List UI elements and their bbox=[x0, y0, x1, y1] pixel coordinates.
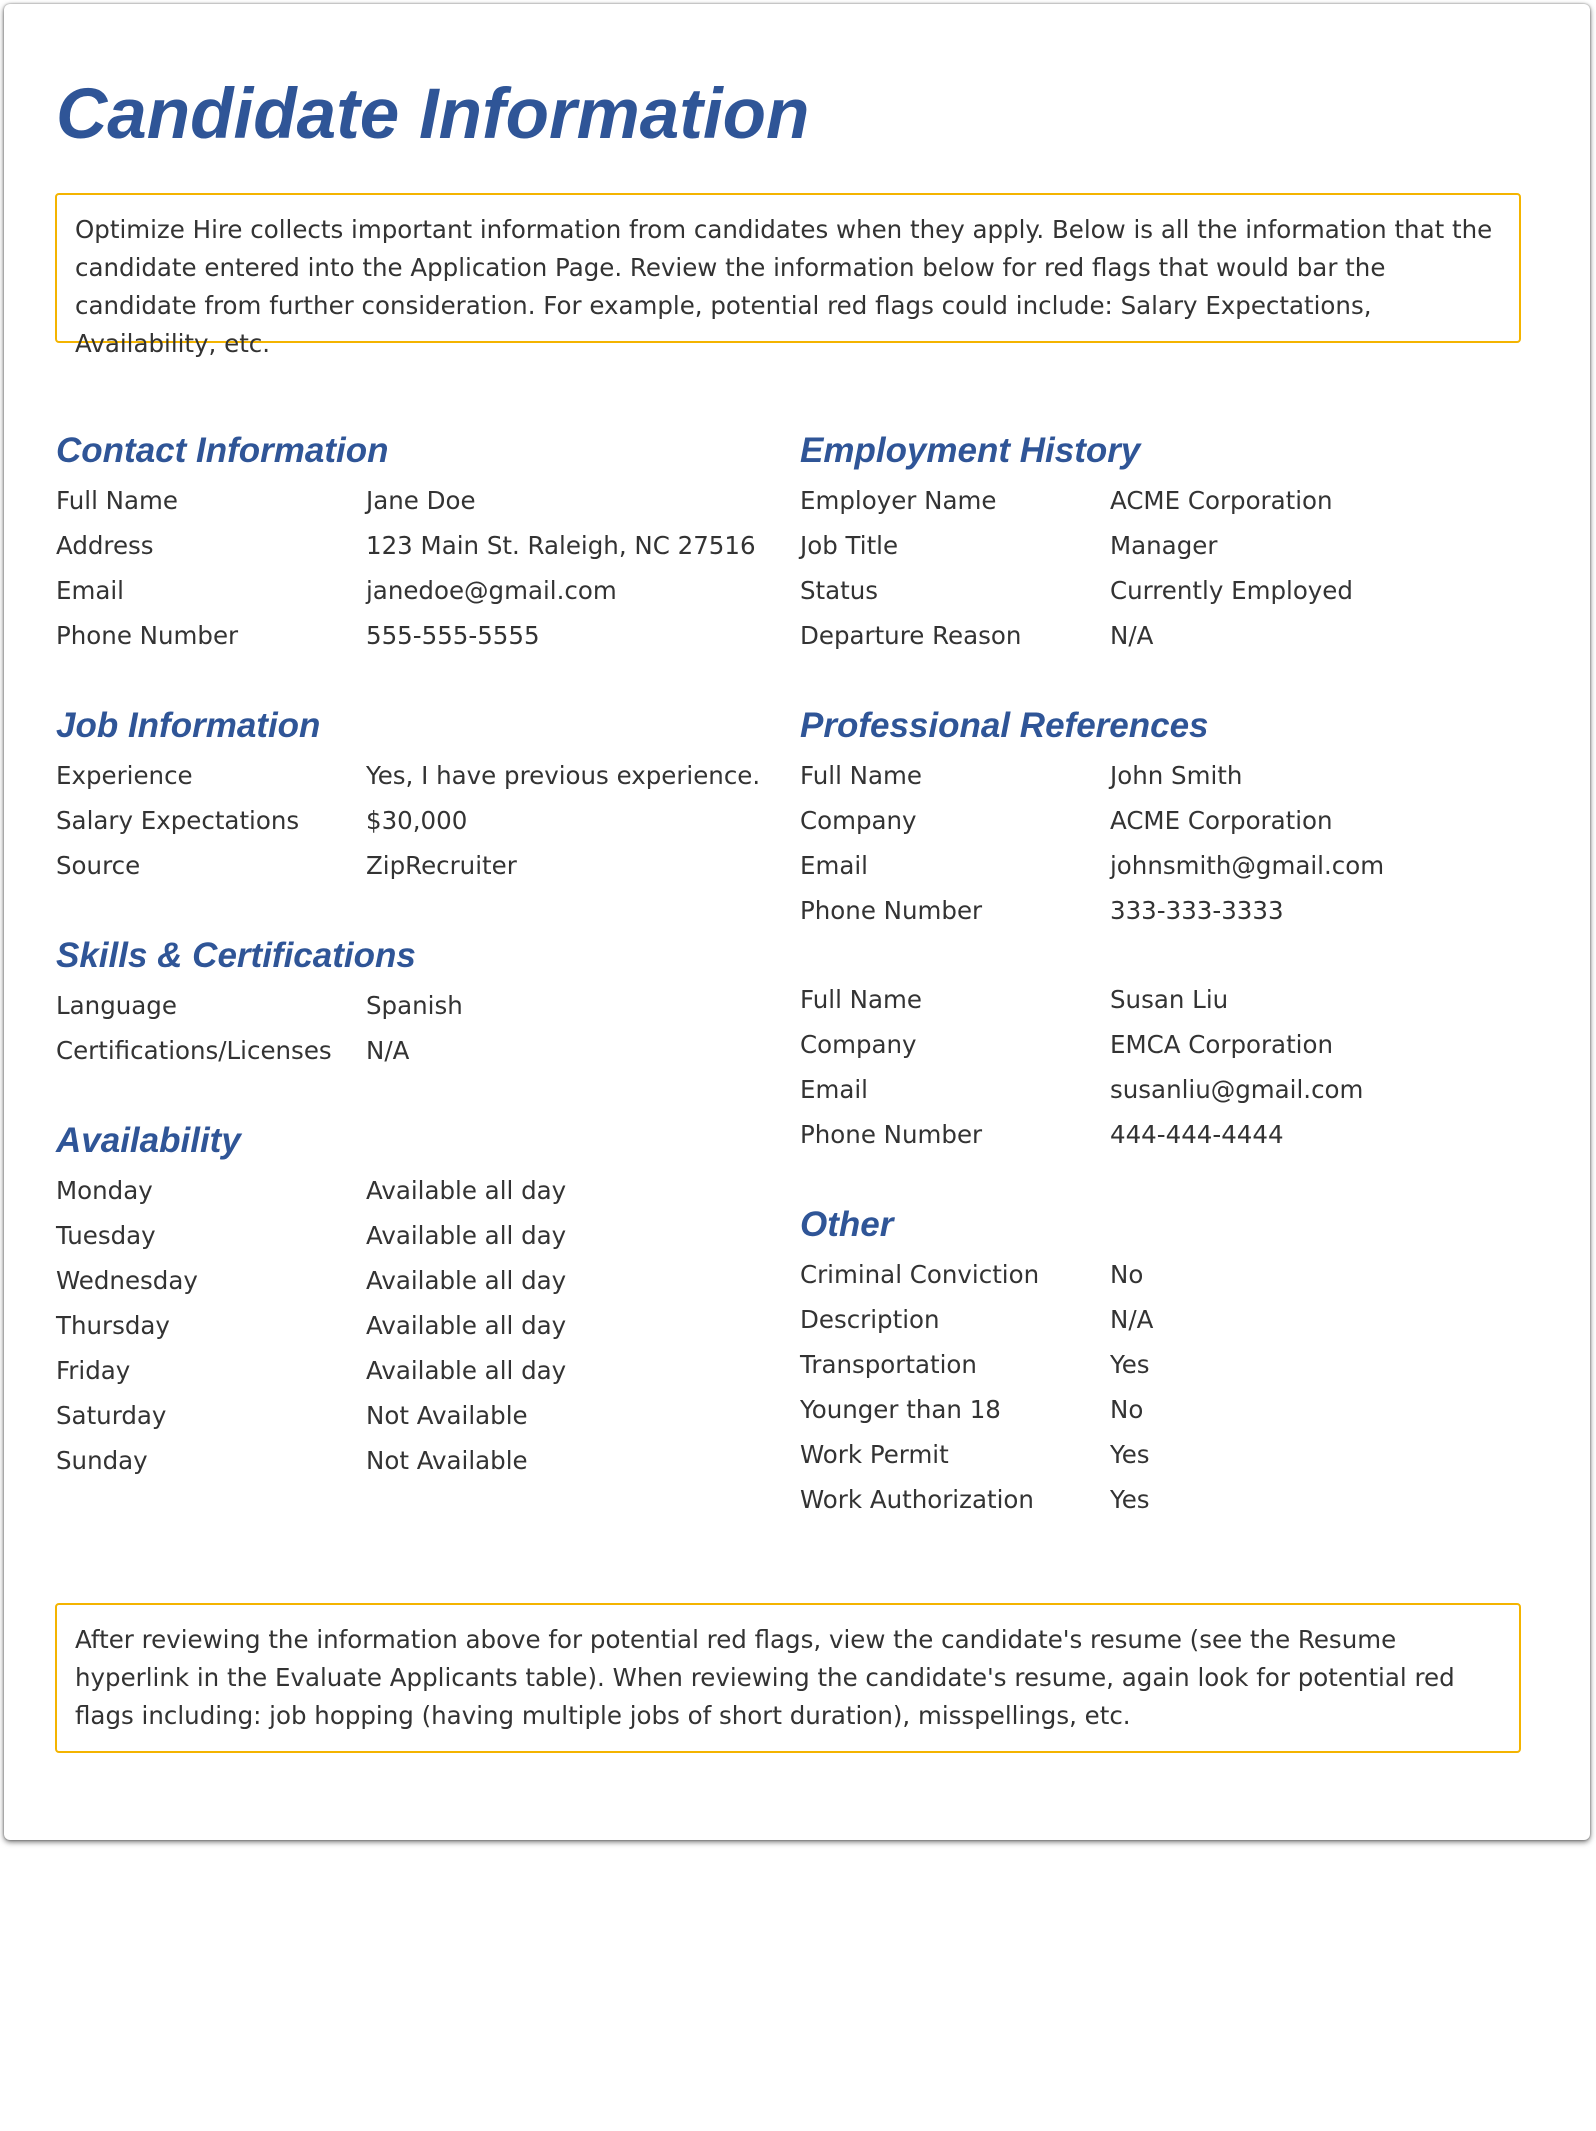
field-label: Departure Reason bbox=[800, 621, 1022, 650]
field-value: N/A bbox=[1110, 1305, 1154, 1334]
reference-spacer bbox=[800, 933, 1520, 977]
field-value: Manager bbox=[1110, 531, 1218, 560]
field-value: janedoe@gmail.com bbox=[366, 576, 617, 605]
info-row bbox=[56, 1438, 776, 1483]
field-value: 333-333-3333 bbox=[1110, 896, 1284, 925]
info-row bbox=[56, 798, 776, 843]
field-value: Susan Liu bbox=[1110, 985, 1229, 1014]
job-section-title: Job Information bbox=[56, 706, 321, 745]
info-row bbox=[56, 613, 776, 658]
field-label: Saturday bbox=[56, 1401, 167, 1430]
info-row bbox=[56, 1258, 776, 1303]
field-label: Criminal Conviction bbox=[800, 1260, 1040, 1289]
availability-section bbox=[56, 1114, 776, 1483]
field-value: No bbox=[1110, 1260, 1144, 1289]
right-column bbox=[800, 424, 1520, 1522]
field-value: $30,000 bbox=[366, 806, 468, 835]
field-label: Salary Expectations bbox=[56, 806, 300, 835]
contact-section bbox=[56, 424, 776, 658]
field-value: Spanish bbox=[366, 991, 463, 1020]
field-label: Email bbox=[56, 576, 124, 605]
info-row bbox=[56, 843, 776, 888]
field-label: Address bbox=[56, 531, 154, 560]
info-row bbox=[800, 798, 1520, 843]
section-spacer bbox=[800, 658, 1520, 699]
field-label: Full Name bbox=[800, 985, 922, 1014]
info-row bbox=[800, 1297, 1520, 1342]
field-value: ACME Corporation bbox=[1110, 486, 1333, 515]
document-page bbox=[4, 4, 1590, 1840]
info-row bbox=[800, 1067, 1520, 1112]
info-row bbox=[800, 1022, 1520, 1067]
other-section-title: Other bbox=[800, 1205, 894, 1244]
info-row bbox=[56, 523, 776, 568]
reference-2 bbox=[800, 977, 1520, 1157]
info-row bbox=[56, 1213, 776, 1258]
intro-callout: Optimize Hire collects important information from candidates when they apply. Below is all the information that the candidate entered into the Application Page. Review the information below for red flags that would bar the candidate from further consideration. For example, potential red flags could include: Salary Expectations, Availability, etc. bbox=[55, 193, 1521, 343]
field-label: Company bbox=[800, 1030, 917, 1059]
info-row bbox=[56, 1028, 776, 1073]
info-row bbox=[800, 888, 1520, 933]
info-row bbox=[800, 568, 1520, 613]
field-value: ACME Corporation bbox=[1110, 806, 1333, 835]
field-label: Wednesday bbox=[56, 1266, 198, 1295]
field-value: Not Available bbox=[366, 1446, 528, 1475]
field-label: Work Authorization bbox=[800, 1485, 1034, 1514]
field-value: Jane Doe bbox=[366, 486, 476, 515]
info-row bbox=[800, 1112, 1520, 1157]
field-value: Currently Employed bbox=[1110, 576, 1353, 605]
outro-callout: After reviewing the information above for potential red flags, view the candidate's resume (see the Resume hyperlink in the Evaluate Applicants table). When reviewing the candidate's resume, again look for potential red flags including: job hopping (having multiple jobs of short duration), misspellings, etc. bbox=[55, 1603, 1521, 1753]
field-label: Tuesday bbox=[56, 1221, 156, 1250]
field-value: johnsmith@gmail.com bbox=[1110, 851, 1385, 880]
field-label: Thursday bbox=[56, 1311, 170, 1340]
skills-section-title: Skills & Certifications bbox=[56, 936, 416, 975]
contact-rows bbox=[56, 478, 776, 658]
info-row bbox=[800, 478, 1520, 523]
other-rows bbox=[800, 1252, 1520, 1522]
field-value: ZipRecruiter bbox=[366, 851, 517, 880]
info-row bbox=[56, 983, 776, 1028]
field-label: Employer Name bbox=[800, 486, 997, 515]
field-label: Full Name bbox=[56, 486, 178, 515]
section-spacer bbox=[56, 658, 776, 699]
reference-1 bbox=[800, 753, 1520, 933]
field-value: No bbox=[1110, 1395, 1144, 1424]
availability-section-title: Availability bbox=[56, 1121, 241, 1160]
employment-section-title: Employment History bbox=[800, 431, 1141, 470]
field-label: Full Name bbox=[800, 761, 922, 790]
info-row bbox=[800, 977, 1520, 1022]
field-label: Job Title bbox=[800, 531, 899, 560]
info-row bbox=[800, 1387, 1520, 1432]
field-value: Available all day bbox=[366, 1311, 567, 1340]
field-label: Email bbox=[800, 1075, 868, 1104]
field-value: Yes bbox=[1110, 1440, 1150, 1469]
field-label: Email bbox=[800, 851, 868, 880]
field-label: Language bbox=[56, 991, 177, 1020]
job-rows bbox=[56, 753, 776, 888]
field-value: EMCA Corporation bbox=[1110, 1030, 1334, 1059]
field-label: Phone Number bbox=[800, 896, 983, 925]
info-row bbox=[800, 843, 1520, 888]
field-label: Experience bbox=[56, 761, 193, 790]
references-section-title: Professional References bbox=[800, 706, 1209, 745]
info-row bbox=[800, 1252, 1520, 1297]
field-value: N/A bbox=[1110, 621, 1154, 650]
field-label: Younger than 18 bbox=[800, 1395, 1001, 1424]
field-value: N/A bbox=[366, 1036, 410, 1065]
field-label: Status bbox=[800, 576, 879, 605]
info-row bbox=[56, 753, 776, 798]
references-section bbox=[800, 699, 1520, 1157]
field-label: Sunday bbox=[56, 1446, 148, 1475]
left-column bbox=[56, 424, 776, 1483]
availability-rows bbox=[56, 1168, 776, 1483]
field-value: Available all day bbox=[366, 1221, 567, 1250]
field-value: Available all day bbox=[366, 1356, 567, 1385]
field-label: Transportation bbox=[800, 1350, 977, 1379]
info-row bbox=[56, 1393, 776, 1438]
section-spacer bbox=[56, 1073, 776, 1114]
contact-section-title: Contact Information bbox=[56, 431, 389, 470]
employment-section bbox=[800, 424, 1520, 658]
field-label: Certifications/Licenses bbox=[56, 1036, 332, 1065]
skills-rows bbox=[56, 983, 776, 1073]
info-row bbox=[800, 1342, 1520, 1387]
info-row bbox=[800, 523, 1520, 568]
field-value: Yes, I have previous experience. bbox=[366, 761, 761, 790]
job-section bbox=[56, 699, 776, 888]
info-row bbox=[56, 1303, 776, 1348]
field-value: 444-444-4444 bbox=[1110, 1120, 1284, 1149]
field-label: Friday bbox=[56, 1356, 131, 1385]
field-value: 555-555-5555 bbox=[366, 621, 540, 650]
info-row bbox=[800, 753, 1520, 798]
field-label: Source bbox=[56, 851, 141, 880]
field-value: Yes bbox=[1110, 1350, 1150, 1379]
field-value: Yes bbox=[1110, 1485, 1150, 1514]
field-value: John Smith bbox=[1110, 761, 1243, 790]
field-value: Available all day bbox=[366, 1176, 567, 1205]
info-row bbox=[56, 478, 776, 523]
field-value: susanliu@gmail.com bbox=[1110, 1075, 1364, 1104]
info-row bbox=[56, 1168, 776, 1213]
skills-section bbox=[56, 929, 776, 1073]
page-title: Candidate Information bbox=[56, 75, 810, 154]
info-row bbox=[800, 1432, 1520, 1477]
section-spacer bbox=[800, 1157, 1520, 1198]
field-label: Description bbox=[800, 1305, 940, 1334]
employment-rows bbox=[800, 478, 1520, 658]
other-section bbox=[800, 1198, 1520, 1522]
section-spacer bbox=[56, 888, 776, 929]
field-label: Work Permit bbox=[800, 1440, 949, 1469]
info-row bbox=[56, 1348, 776, 1393]
field-label: Company bbox=[800, 806, 917, 835]
field-value: 123 Main St. Raleigh, NC 27516 bbox=[366, 531, 756, 560]
field-label: Phone Number bbox=[56, 621, 239, 650]
info-row bbox=[56, 568, 776, 613]
field-value: Not Available bbox=[366, 1401, 528, 1430]
field-label: Phone Number bbox=[800, 1120, 983, 1149]
field-label: Monday bbox=[56, 1176, 153, 1205]
info-row bbox=[800, 1477, 1520, 1522]
info-row bbox=[800, 613, 1520, 658]
field-value: Available all day bbox=[366, 1266, 567, 1295]
